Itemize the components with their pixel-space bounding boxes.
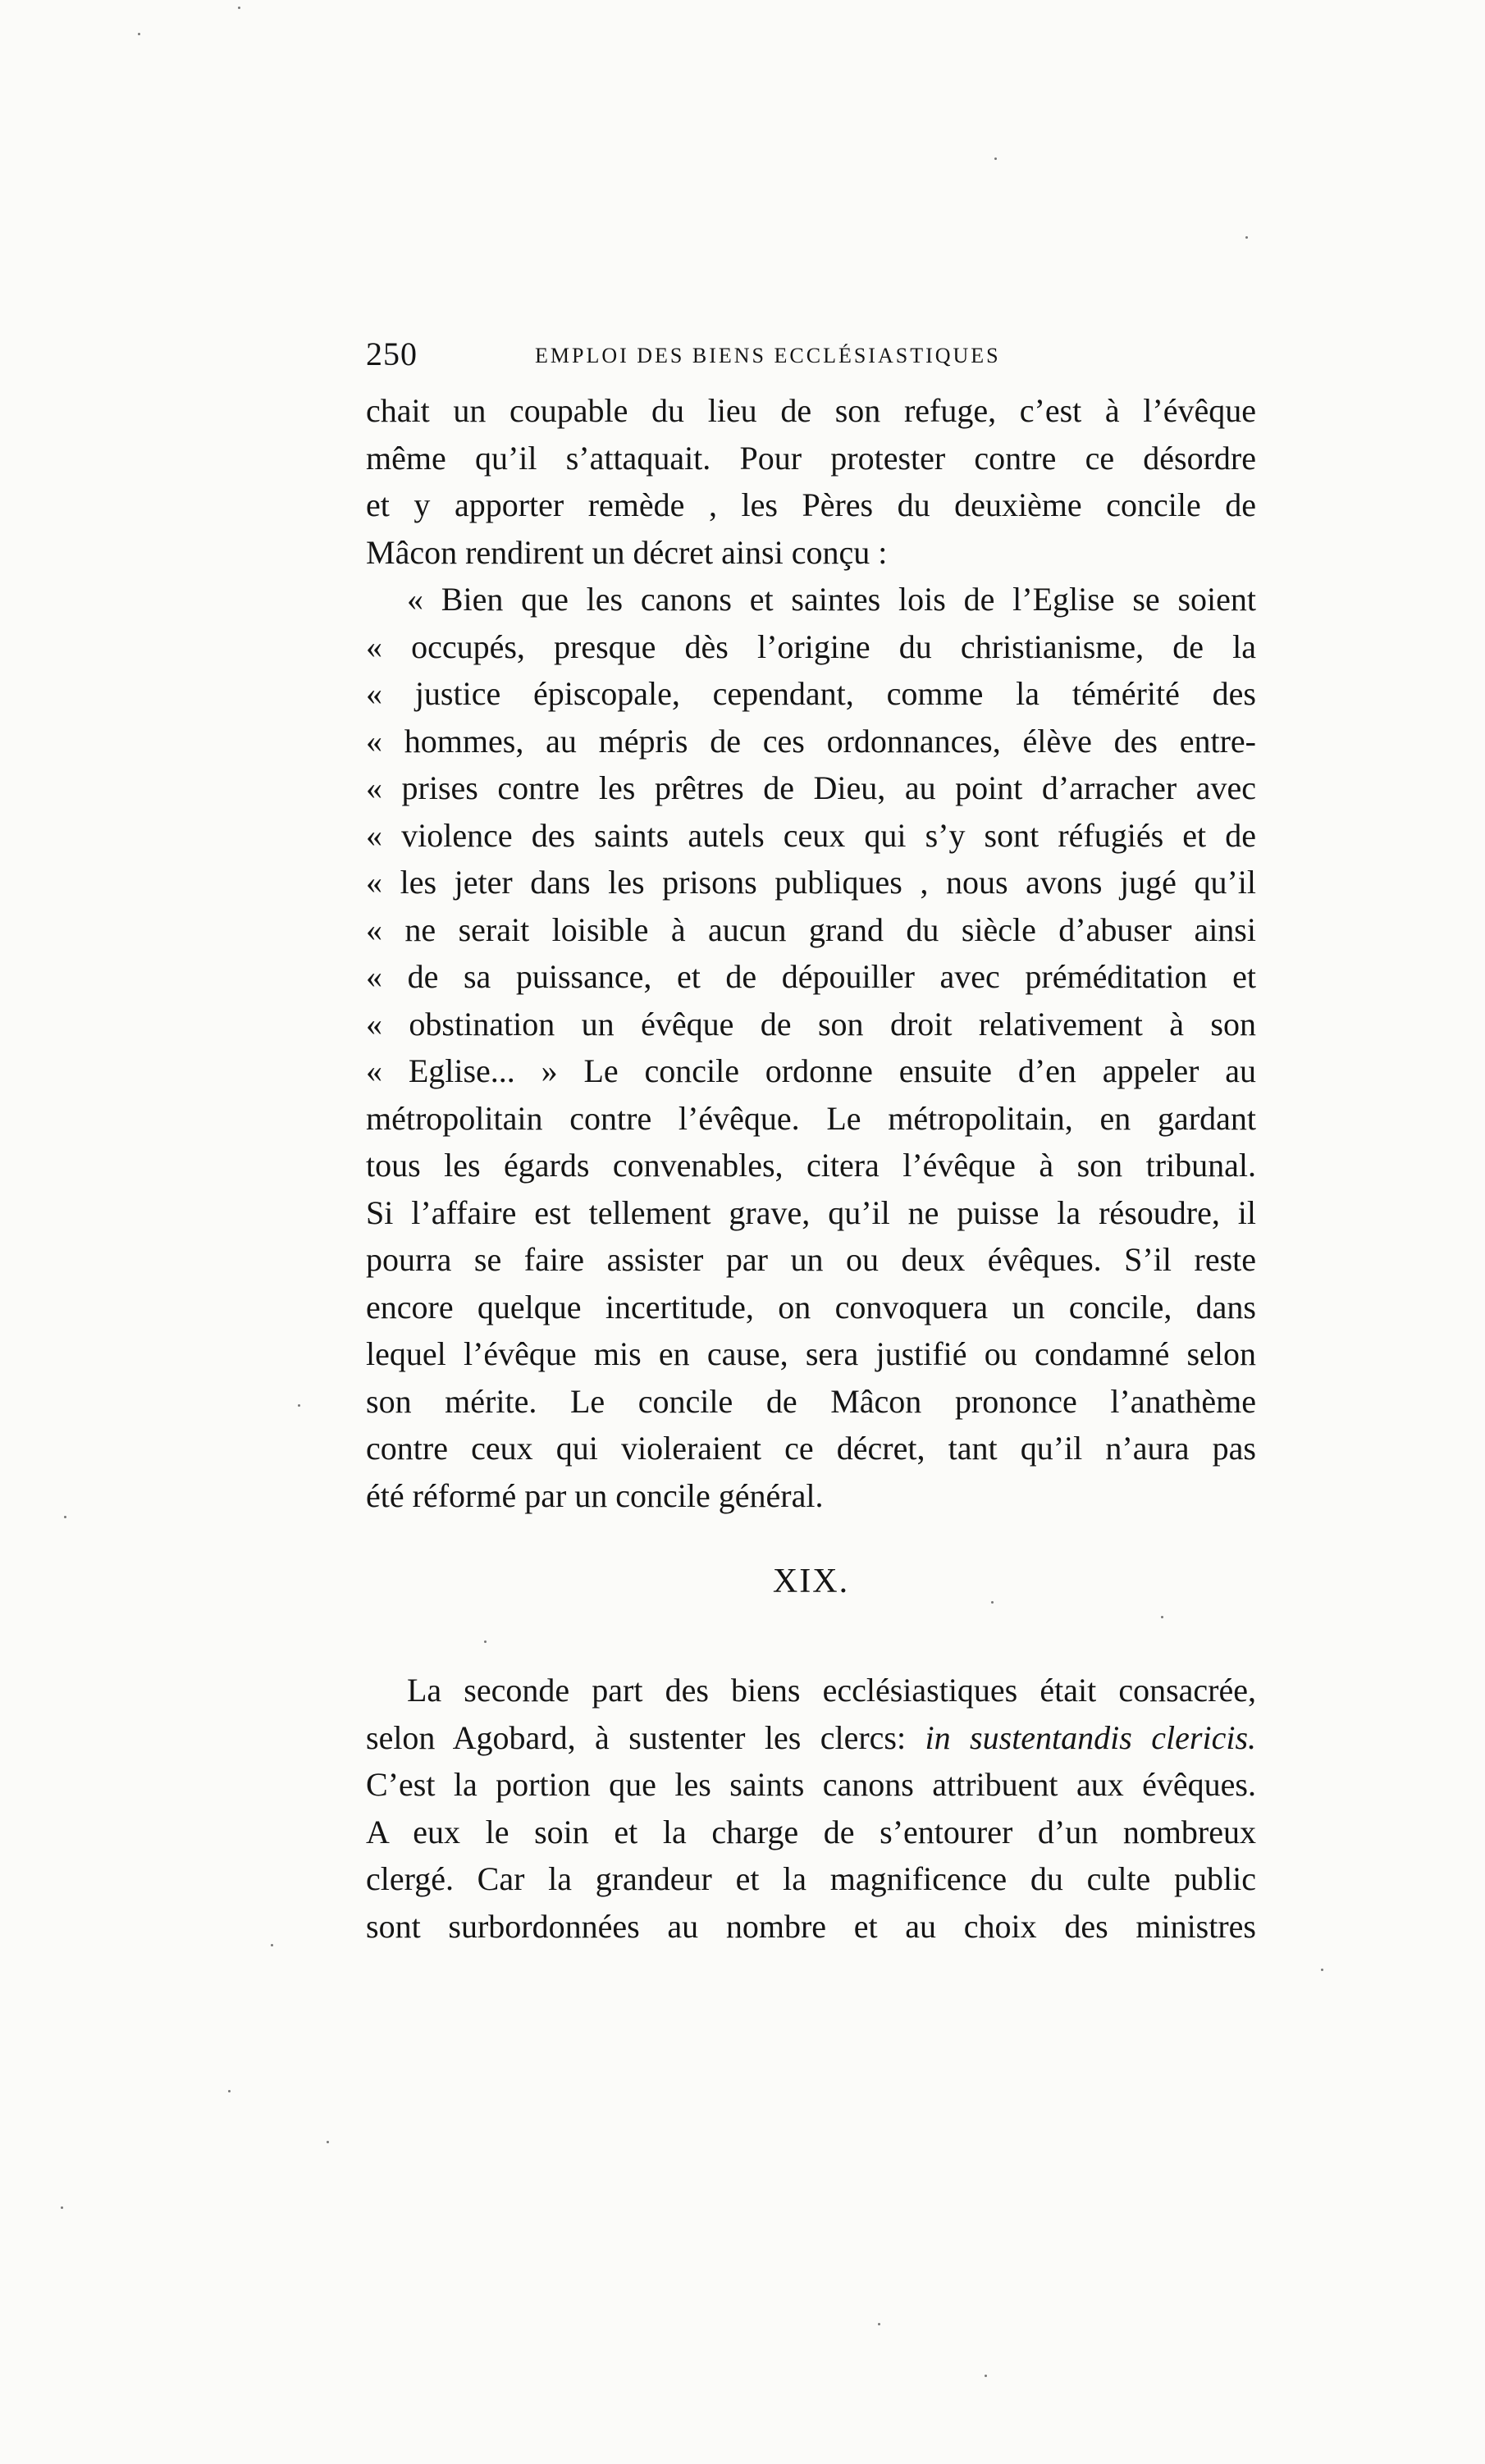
running-head (366, 335, 1256, 374)
paper-speck (271, 1944, 273, 1946)
paper-speck (138, 33, 140, 35)
paper-speck (1321, 1969, 1323, 1971)
text-line: contre ceux qui violeraient ce décret, tant qu’il n’aura pas (366, 1430, 1256, 1467)
text-line: pourra se faire assister par un ou deux évêques. S’il reste (366, 1241, 1256, 1278)
text-line: La seconde part des biens ecclésiastiques était consacrée, (407, 1672, 1256, 1709)
paragraph-block-1 (366, 387, 1256, 1519)
page-number: 250 (366, 335, 418, 372)
text-line: et y apporter remède , les Pères du deuxième concile de (366, 486, 1256, 523)
quote-line: « les jeter dans les prisons publiques , nous avons jugé qu’il (366, 864, 1256, 901)
paper-speck (985, 2375, 987, 2377)
quote-line: « prises contre les prêtres de Dieu, au point d’arracher avec (366, 769, 1256, 806)
paper-speck (327, 2141, 329, 2143)
paper-speck (61, 2206, 63, 2209)
section-heading: XIX. (772, 1563, 850, 1600)
quote-line: « hommes, au mépris de ces ordonnances, élève des entre- (366, 722, 1256, 760)
quote-line: « occupés, presque dès l’origine du christianisme, de la (366, 627, 1256, 665)
text-line: son mérite. Le concile de Mâcon prononce l’anathème (366, 1382, 1256, 1420)
text-line (366, 1714, 1256, 1762)
quote-line: « ne serait loisible à aucun grand du siècle d’abuser ainsi (366, 910, 1256, 948)
paper-speck (64, 1516, 66, 1518)
paper-speck (484, 1640, 487, 1643)
paper-speck (878, 2323, 880, 2325)
paragraph-block-2 (366, 1667, 1256, 1950)
text-line: chait un coupable du lieu de son refuge, c’est à l’évêque (366, 392, 1256, 429)
text-line: A eux le soin et la charge de s’entourer d’un nombreux (366, 1813, 1256, 1850)
text-line: été réformé par un concile général. (366, 1476, 824, 1514)
text-line: métropolitain contre l’évêque. Le métropolitain, en gardant (366, 1099, 1256, 1137)
latin-quote: in sustentandis clericis. (925, 1718, 1257, 1756)
paper-speck (991, 1601, 994, 1604)
text-line: lequel l’évêque mis en cause, sera justifié ou condamné selon (366, 1335, 1256, 1372)
text-line: sont surbordonnées au nombre et au choix des ministres (366, 1907, 1256, 1945)
text-line: Si l’affaire est tellement grave, qu’il ne puisse la résoudre, il (366, 1193, 1256, 1231)
text-line: clergé. Car la grandeur et la magnificence du culte public (366, 1860, 1256, 1897)
quote-line: « obstination un évêque de son droit relativement à son (366, 1005, 1256, 1043)
quote-line: « violence des saints autels ceux qui s’y sont réfugiés et de (366, 816, 1256, 854)
paper-speck (1245, 236, 1248, 239)
paper-speck (228, 2090, 231, 2092)
quote-line: « Bien que les canons et saintes lois de l’Eglise se soient (407, 581, 1256, 618)
running-title: EMPLOI DES BIENS ECCLÉSIASTIQUES (535, 344, 1001, 367)
text-line: encore quelque incertitude, on convoquera un concile, dans (366, 1288, 1256, 1326)
paper-speck (1161, 1616, 1163, 1618)
paper-speck (994, 157, 997, 160)
quote-line: « Eglise... » Le concile ordonne ensuite d’en appeler au (366, 1052, 1256, 1089)
paper-speck (238, 7, 240, 9)
text-line: tous les égards convenables, citera l’évêque à son tribunal. (366, 1147, 1256, 1184)
paper-speck (298, 1404, 300, 1407)
quote-line: « justice épiscopale, cependant, comme la témérité des (366, 675, 1256, 712)
text-line: C’est la portion que les saints canons attribuent aux évêques. (366, 1766, 1256, 1803)
quote-line: « de sa puissance, et de dépouiller avec préméditation et (366, 958, 1256, 995)
text-run: selon Agobard, à sustenter les clercs: (366, 1718, 925, 1756)
text-line: Mâcon rendirent un décret ainsi conçu : (366, 533, 888, 571)
text-line: même qu’il s’attaquait. Pour protester contre ce désordre (366, 439, 1256, 477)
